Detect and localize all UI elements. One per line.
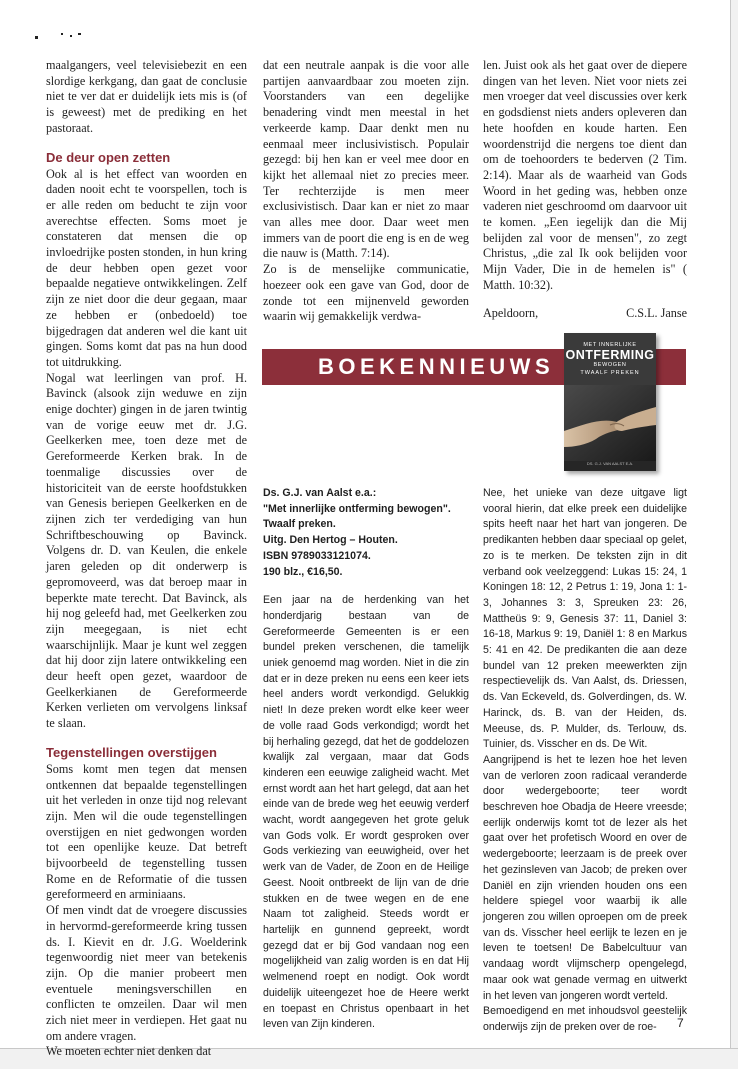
book-meta-price: 190 blz., €16,50. (263, 565, 343, 578)
book-meta-author: Ds. G.J. van Aalst e.a.: (263, 487, 377, 499)
book-meta-subtitle: Twaalf preken. (263, 518, 336, 531)
book-cover-hands-image (564, 385, 656, 461)
book-cover-author: DS. G.J. VAN AALST E.A. (586, 461, 634, 466)
signature-author: C.S.L. Janse (626, 305, 687, 320)
book-meta (263, 486, 469, 580)
column2-p1: dat een neutrale aanpak is die voor alle partijen aanvaardbaar zou moeten zijn. Voorstanders van een degelijke benadering vindt men meestal in het verkeerde kamp. Daar denkt men nu eenmaal meer inclusivistisch. Populair gezegd: bij hen kan er veel mee door en kijkt het allemaal niet zo precies meer. Ter rechterzijde is men meer exclusivistisch. Daar kan er niet zo maar van alles mee door. Daar weet men immers van de poort die eng is en de weg die nauw is (Matth. 7:14). (263, 58, 469, 261)
section-heading-tegenstellingen: Tegenstellingen overstijgen (46, 744, 217, 760)
column1-section2-p1: Soms komt men tegen dat mensen ontkennen dat bepaalde tegenstellingen uit het verleden in onze tijd nog relevant zijn. Men wil die oude tegenstellingen overstijgen en niet gedwongen worden tot een openlijke keuze. Dat betreft bijvoorbeeld de tegenstelling tussen Rome en de Reformatie of die tussen gereformeerd en arminiaans. (46, 761, 247, 902)
page-number: 7 (677, 1016, 684, 1030)
column1-section2-p3: We moeten echter niet denken dat (46, 1044, 212, 1059)
column1-section1-p2: Nogal wat leerlingen van prof. H. Bavinck (alsook zijn weduwe en zijn enige dochter) gingen in de jaren twintig van de vorige eeuw met dr. J.G. Geelkerken mee, toen deze met de Gereformeerde Kerken brak. In de toenmalige discussies over de historiciteit van de eerste hoofdstukken van Genesis beriepen Geelkerken en de zijnen zich ter verdediging van hun Schriftbeschouwing op Bavinck. Volgens dr. D. van Keulen, die enkele jaren geleden op dit onderwerp is gepromoveerd, was dat beroep maar in beperkte mate terecht. Dat Bavinck, als hij nog geleefd had, met Geelkerken zou zijn meegegaan, is niet echt waarschijnlijk. Maar je kunt wel zeggen dat hij door zijn latere ontwikkeling een deur heeft open gezet, waardoor de Geelkerkianen de Gereformeerde Kerken verlieten om vervolgens linksaf te slaan. (46, 370, 247, 731)
signature-place: Apeldoorn, (483, 305, 539, 320)
review-col1-p1: Een jaar na de herdenking van het honderdjarig bestaan van de Gereformeerde Gemeenten is er een bundel preken verschenen, die tamelijk uniek genoemd mag worden. Niet in die zin dat er in deze preken nu eens een keer iets heel anders wordt verkondigd. Gelukkig niet! In deze preken wordt elke keer weer de volle raad Gods verkondigd; wordt het bij herhaling gezegd, dat het de goddelozen kwalijk zal vergaan, maar dat Gods kinderen een eeuwige zaligheid wacht. Met ernst wordt aan het hart gelegd, dat aan het einde van de brede weg het eeuwig verderf wacht, wordt aangegeven het grote geluk van Gods volk. Er wordt gesproken over Gods verkiezing van eeuwigheid, over het werk van de Vader, de Zoon en de Heilige Geest. Nooit ontbreekt de lijn van de drie stukken en de twee wegen en de ene Naam tot zaligheid. Steeds wordt er hartelijk en gunnend gepreekt, wordt gezegd dat er bij God vandaan nog een mogelijkheid van zalig worden is en dat Hij welmenend roept en nodigt. Ook wordt duidelijk uiteengezet hoe de Heere werkt en toepast en Christus openbaart in het leven van Zijn kinderen. (263, 594, 469, 1031)
column2-p2: Zo is de menselijke communicatie, hoezeer ook een gave van God, door de zonde tot een mijnenveld geworden waarin wij gemakkelijk verdwa- (263, 262, 469, 324)
book-cover (564, 333, 656, 471)
book-cover-line4: TWAALF PREKEN (580, 370, 640, 376)
page-edge-right (730, 0, 738, 1068)
book-cover-title-block (564, 333, 656, 385)
column1-section1-p1: Ook al is het effect van woorden en daden nooit echt te voorspellen, toch is er alle reden om beducht te zijn voor averechtse effecten. Soms moet je constateren dat mensen die op invloedrijke posten stonden, in hun kring de deur hebben open gezet voor bepaalde negatieve ontwikkelingen. Zelf zijn ze niet door die deur gegaan, maar ze hebben er (onbedoeld) toe bijgedragen dat anderen wel die kant uit gingen. Soms komt dat pas na hun dood tot uitdrukking. (46, 166, 247, 369)
book-meta-publisher: Uitg. Den Hertog – Houten. (263, 534, 398, 547)
book-cover-line2: ONTFERMING (565, 348, 655, 362)
column1-intro: maalgangers, veel televisiebezit en een slordige kerkgang, dan gaat de conclusie niet te ver dat er duidelijk iets mis is (of is geweest) met de prediking en het pastoraat. (46, 58, 247, 135)
column3-p1: len. Juist ook als het gaat over de diepere dingen van het leven. Niet voor niets zei men vroeger dat veel discussies over kerk en godsdienst niets anders opleveren dan hete hoofden en koude harten. Een woordenstrijd die nergens toe dient dan om de toehoorders te bederven (2 Tim. 2:14). Maar als de waarheid van Gods Woord in het geding was, hebben onze vaderen niet geschroomd om daarvoor uit te komen. „Een iegelijk dan die Mij belijden zal voor de mensen", zo zegt Christus, „die zal Ik ook belijden voor Mijn Vader, Die in de hemelen is" ( Matth. 10:32). (483, 58, 687, 292)
review-column-2 (483, 486, 687, 1036)
book-cover-line3: BEWOGEN (593, 362, 627, 368)
book-cover-line1: MET INNERLIJKE (583, 342, 637, 348)
article-column-2 (263, 58, 469, 325)
review-col2-p1: Nee, het unieke van deze uitgave ligt vooral hierin, dat elke preek een duidelijke spits heeft naar het hart van jongeren. De predikanten hebben daar speciaal op gelet, zo is te merken. De teksten zijn in dit verband ook veelzeggend: Lukas 15: 24, 1 Koningen 18: 12, 2 Petrus 1: 19, Jona 1: 1-3, Johannes 3: 3, Spreuken 23: 26, Mattheüs 9: 9, Genesis 37: 11, Daniel 3: 16-18, Markus 9: 19, Daniël 1: 8 en Markus 5: 41 en 42. De predikanten die aan deze bundel van 12 preken meewerkten zijn respectievelijk ds. Van Aalst, ds. Driessen, ds. Van Eckeveld, ds. Golverdingen, ds. W. Harinck, ds. B. van der Heiden, ds. Meeuse, ds. P. Mulder, ds. Terlouw, ds. Tuinier, ds. Visscher en ds. De Wit. (483, 487, 687, 751)
review-column-1 (263, 486, 469, 1033)
scan-specks (28, 28, 98, 42)
banner-title: BOEKENNIEUWS (318, 354, 555, 379)
article-column-1 (46, 58, 247, 1060)
book-meta-isbn: ISBN 9789033121074. (263, 549, 371, 562)
book-meta-title: "Met innerlijke ontferming bewogen". (263, 502, 451, 515)
article-column-3 (483, 58, 687, 321)
article-signature (483, 306, 687, 322)
review-col2-p2: Aangrijpend is het te lezen hoe het leven van de verloren zoon radicaal veranderde door wedergeboorte; teer wordt beschreven hoe Obadja de Heere vreesde; eerlijk onderwijs komt tot de lezer als het gaat over het profetisch Woord en over de wedergeboorte; leerzaam is de preek over het gezinsleven van Jacob; de preken over Daniël en zijn vrienden houden ons een heldere spiegel voor waarbij ik alle jongeren zou willen oproepen om de preek van ds. Visscher heel eerlijk te lezen en je leven te toetsen! De Babelcultuur van vandaag wordt vlijmscherp opengelegd, maar ook wat genade vermag en uitwerkt in het leven van jongeren wordt verteld. (483, 753, 687, 1002)
column1-section2-p2: Of men vindt dat de vroegere discussies in hervormd-gereformeerde kring tussen ds. I. Kievit en dr. J.G. Woelderink tegenwoordig niet meer van betekenis zijn. Op die manier probeert men eventuele meningsverschillen en conflicten te omzeilen. Daar wil men zich niet meer in verdiepen. Het gaat nu om andere vragen. (46, 903, 247, 1043)
section-heading-deur: De deur open zetten (46, 149, 171, 165)
review-col2-p3: Bemoedigend en met inhoudsvol geestelijk onderwijs zijn de preken over de roe- (483, 1005, 687, 1033)
